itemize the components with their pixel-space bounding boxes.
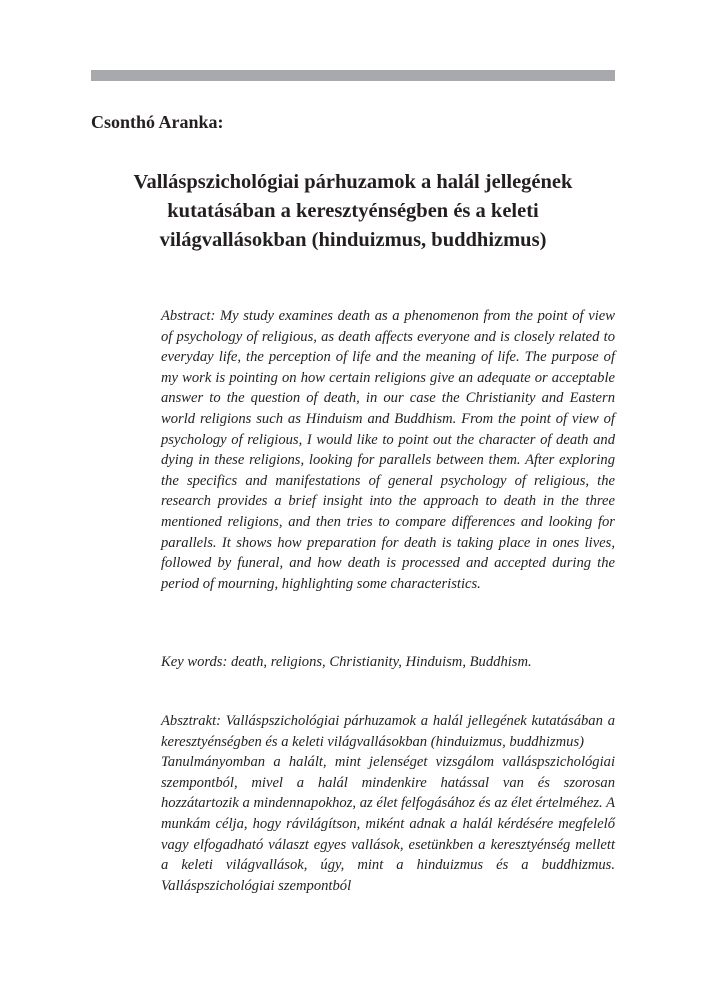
title-line: kutatásában a keresztyénségben és a keleti <box>167 200 539 222</box>
abstract-hungarian-heading: Absztrakt: Valláspszichológiai párhuzamok a halál jellegének kutatásában a keresztyénségben és a keleti világvallásokban (hinduizmus, buddhizmus) <box>161 713 615 750</box>
article-title <box>91 168 615 255</box>
abstract-hungarian <box>161 711 615 896</box>
title-line: világvallásokban (hinduizmus, buddhizmus) <box>159 229 547 251</box>
keywords-english: Key words: death, religions, Christianity, Hinduism, Buddhism. <box>161 654 532 670</box>
abstract-english: Abstract: My study examines death as a phenomenon from the point of view of psychology of religious, as death affects everyone and is closely related to everyday life, the perception of life and the meaning of life. The purpose of my work is pointing on how certain religions give an adequate or acceptable answer to the question of death, in our case the Christianity and Eastern world religions such as Hinduism and Buddhism. From the point of view of psychology of religious, I would like to point out the character of death and dying in these religions, looking for parallels between them. After exploring the specifics and manifestations of general psychology of religious, the research provides a brief insight into the approach to death in the three mentioned religions, and then tries to compare differences and looking for parallels. It shows how preparation for death is taking place in ones lives, followed by funeral, and how death is processed and accepted during the period of mourning, highlighting some characteristics. <box>161 308 615 592</box>
author-name: Csonthó Aranka: <box>91 112 224 132</box>
abstract-hungarian-body: Tanulmányomban a halált, mint jelenséget vizsgálom valláspszichológiai szempontból, mivel a halál mindenkire hatással van és szorosan hozzátartozik a mindennapokhoz, az élet felfogásához és az élet értelméhez. A munkám célja, hogy rávilágítson, miként adnak a halál kérdésére megfelelő vagy elfogadható választ egyes vallások, esetünkben a keresztyénség mellett a keleti világvallások, úgy, mint a hinduizmus és a buddhizmus. Valláspszichológiai szempontból <box>161 754 615 894</box>
header-rule <box>91 70 615 81</box>
title-line: Valláspszichológiai párhuzamok a halál jellegének <box>133 171 573 193</box>
